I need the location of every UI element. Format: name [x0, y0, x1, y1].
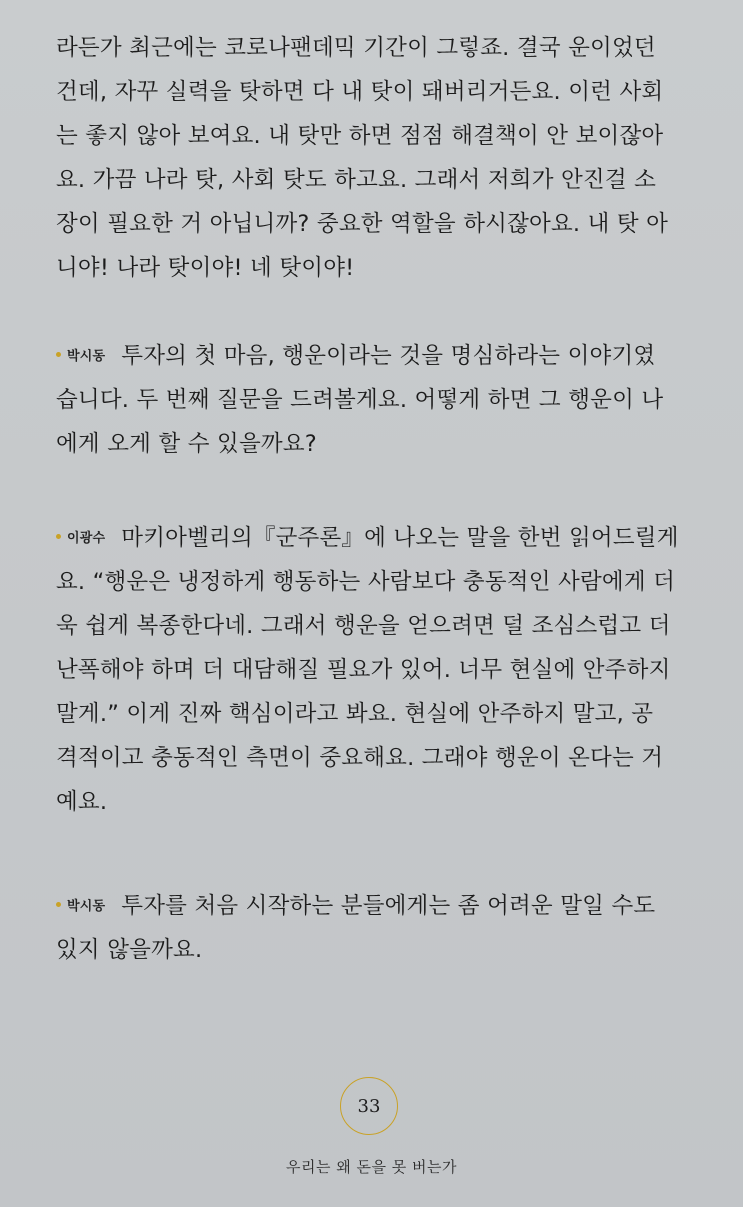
text-line: 니야! 나라 탓이야! 네 탓이야! [56, 255, 355, 281]
speaker-bullet-icon [56, 902, 61, 907]
text-line: 말게.” 이게 진짜 핵심이라고 봐요. 현실에 안주하지 말고, 공 [56, 701, 654, 727]
dialogue-line [56, 895, 696, 918]
text-line: 투자의 첫 마음, 행운이라는 것을 명심하라는 이야기였 [121, 343, 656, 369]
text-line: 요. “행운은 냉정하게 행동하는 사람보다 충동적인 사람에게 더 [56, 569, 676, 595]
dialogue-line [56, 345, 696, 368]
text-line: 욱 쉽게 복종한다네. 그래서 행운을 얻으려면 덜 조심스럽고 더 [56, 613, 671, 639]
text-line: 난폭해야 하며 더 대담해질 필요가 있어. 너무 현실에 안주하지 [56, 657, 671, 683]
text-line: 건데, 자꾸 실력을 탓하면 다 내 탓이 돼버리거든요. 이런 사회 [56, 79, 664, 105]
text-line: 라든가 최근에는 코로나팬데믹 기간이 그렇죠. 결국 운이었던 [56, 35, 656, 61]
text-line: 격적이고 충동적인 측면이 중요해요. 그래야 행운이 온다는 거 [56, 745, 664, 771]
text-line: 장이 필요한 거 아닙니까? 중요한 역할을 하시잖아요. 내 탓 아 [56, 211, 669, 237]
speaker-name: 박시동 [67, 899, 106, 914]
page-number: 33 [357, 1095, 381, 1117]
dialogue-line [56, 527, 696, 550]
text-line: 있지 않을까요. [56, 937, 203, 963]
text-line: 는 좋지 않아 보여요. 내 탓만 하면 점점 해결책이 안 보이잖아 [56, 123, 664, 149]
page-number-badge [340, 1077, 398, 1135]
text-line: 요. 가끔 나라 탓, 사회 탓도 하고요. 그래서 저희가 안진걸 소 [56, 167, 657, 193]
speaker-name: 박시동 [67, 349, 106, 364]
text-line: 에게 오게 할 수 있을까요? [56, 431, 317, 457]
speaker-bullet-icon [56, 352, 61, 357]
text-line: 마키아벨리의『군주론』에 나오는 말을 한번 읽어드릴게 [121, 525, 679, 551]
speaker-name: 이광수 [67, 531, 106, 546]
text-line: 습니다. 두 번째 질문을 드려볼게요. 어떻게 하면 그 행운이 나 [56, 387, 664, 413]
text-line: 예요. [56, 789, 108, 815]
speaker-bullet-icon [56, 534, 61, 539]
running-footer-title: 우리는 왜 돈을 못 버는가 [286, 1158, 457, 1176]
text-line: 투자를 처음 시작하는 분들에게는 좀 어려운 말일 수도 [121, 893, 656, 919]
